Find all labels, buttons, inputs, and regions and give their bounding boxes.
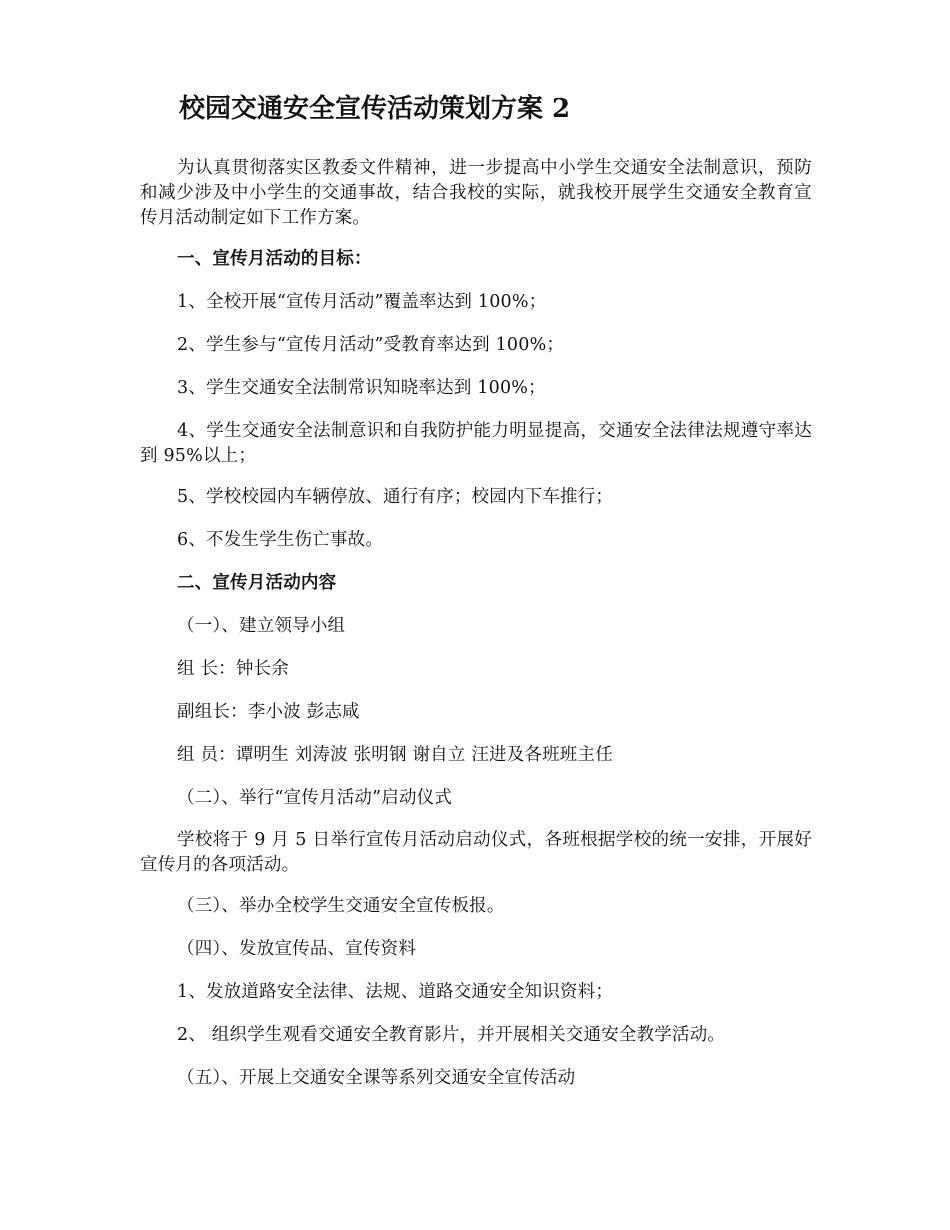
intro-paragraph: 为认真贯彻落实区教委文件精神，进一步提高中小学生交通安全法制意识，预防和减少涉及中小学生的交通事故，结合我校的实际，就我校开展学生交通安全教育宣传月活动制定如下工作方案。 xyxy=(140,158,812,228)
subsection-3-heading: （三）、举办全校学生交通安全宣传板报。 xyxy=(177,896,505,916)
subsection-4-item-2: 2、 组织学生观看交通安全教育影片，并开展相关交通安全教学活动。 xyxy=(177,1025,726,1045)
subsection-1-heading: （一）、建立领导小组 xyxy=(177,616,346,636)
section-heading-goals: 一、宣传月活动的目标： xyxy=(177,249,372,269)
members-line: 组 员：谭明生 刘涛波 张明钢 谢自立 汪进及各班班主任 xyxy=(177,745,613,765)
subsection-2-text: 学校将于 9 月 5 日举行宣传月活动启动仪式，各班根据学校的统一安排，开展好宣传月的各项活动。 xyxy=(140,830,812,875)
subsection-5-heading: （五）、开展上交通安全课等系列交通安全宣传活动 xyxy=(177,1068,576,1088)
goal-item-6: 6、不发生学生伤亡事故。 xyxy=(177,530,384,550)
goal-item-2: 2、学生参与“宣传月活动”受教育率达到 100%； xyxy=(177,335,565,355)
subsection-4-heading: （四）、发放宣传品、宣传资料 xyxy=(177,939,417,959)
goal-item-1: 1、全校开展“宣传月活动”覆盖率达到 100%； xyxy=(177,292,547,312)
subsection-2-heading: （二）、举行“宣传月活动”启动仪式 xyxy=(177,788,453,808)
goal-item-3: 3、学生交通安全法制常识知晓率达到 100%； xyxy=(177,378,546,398)
leader-line: 组 长：钟长余 xyxy=(177,659,289,679)
document-title: 校园交通安全宣传活动策划方案 2 xyxy=(179,94,571,124)
deputy-line: 副组长：李小波 彭志咸 xyxy=(177,702,360,722)
section-heading-content: 二、宣传月活动内容 xyxy=(177,573,337,593)
goal-item-4: 4、学生交通安全法制意识和自我防护能力明显提高，交通安全法律法规遵守率达到 95%以上； xyxy=(140,421,812,466)
goal-item-5: 5、学校校园内车辆停放、通行有序；校园内下车推行； xyxy=(177,487,614,507)
subsection-4-item-1: 1、发放道路安全法律、法规、道路交通安全知识资料； xyxy=(177,982,614,1002)
